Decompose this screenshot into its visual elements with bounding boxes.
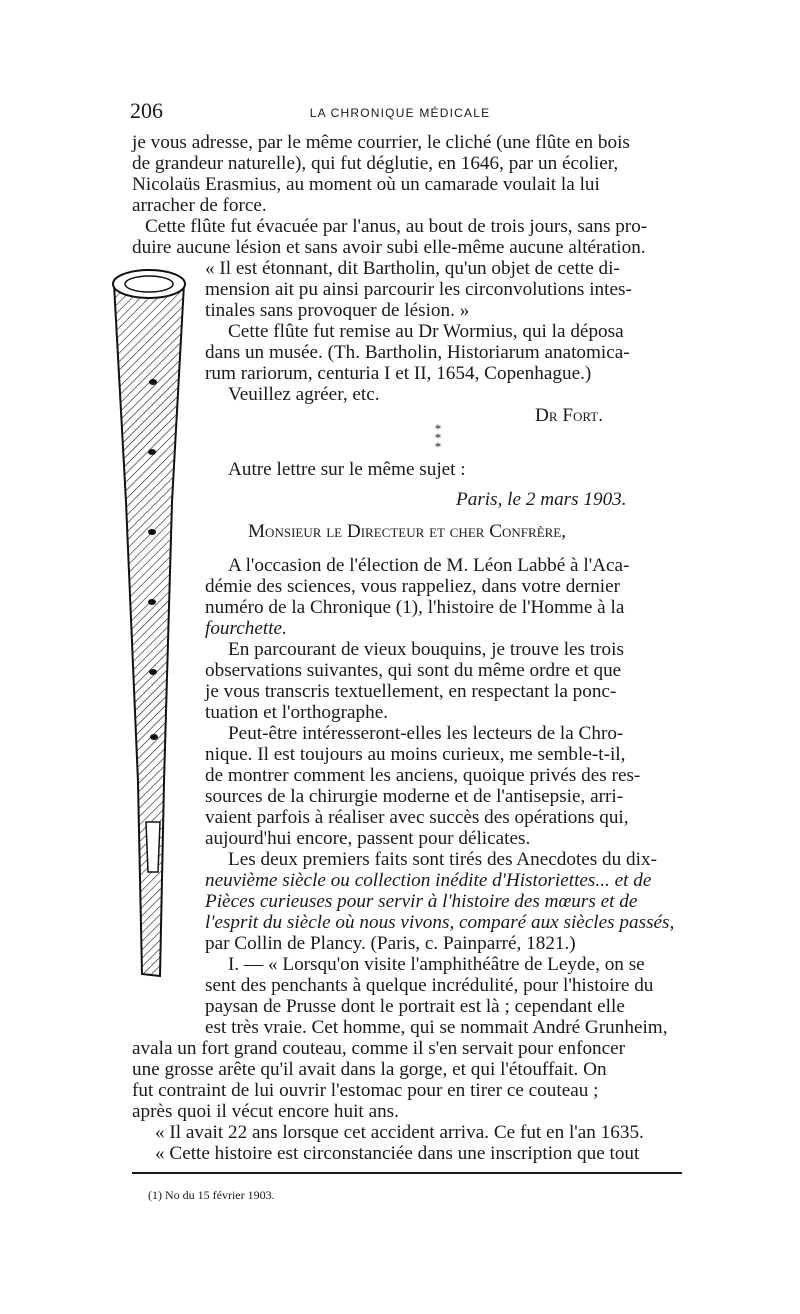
text-line: observations suivantes, qui sont du même ordre et que xyxy=(205,660,622,681)
text-line: « Cette histoire est circonstanciée dans une inscription que tout xyxy=(155,1143,640,1164)
text-line: sources de la chirurgie moderne et de l'antisepsie, arri- xyxy=(205,786,624,807)
salutation: Monsieur le Directeur et cher Confrère, xyxy=(248,521,567,542)
text-line: fourchette. xyxy=(205,618,287,639)
text-line: avala un fort grand couteau, comme il s'en servait pour enfoncer xyxy=(132,1038,626,1059)
text-line: « Il avait 22 ans lorsque cet accident arriva. Ce fut en l'an 1635. xyxy=(155,1122,644,1143)
text-line: par Collin de Plancy. (Paris, c. Painparré, 1821.) xyxy=(205,933,576,954)
text-line: une grosse arête qu'il avait dans la gorge, et qui l'étouffait. On xyxy=(132,1059,607,1080)
text-line: En parcourant de vieux bouquins, je trouve les trois xyxy=(228,639,624,660)
text-line: tuation et l'orthographe. xyxy=(205,702,389,723)
text-line: de grandeur naturelle), qui fut déglutie, en 1646, par un écolier, xyxy=(132,153,619,174)
text-line: rum rariorum, centuria I et II, 1654, Copenhague.) xyxy=(205,363,592,384)
text-line: aujourd'hui encore, passent pour délicates. xyxy=(205,828,531,849)
page-number: 206 xyxy=(130,98,163,123)
text-line: Les deux premiers faits sont tirés des Anecdotes du dix- xyxy=(228,849,657,870)
text-line: Cette flûte fut évacuée par l'anus, au bout de trois jours, sans pro- xyxy=(145,216,648,237)
text-line: démie des sciences, vous rappeliez, dans votre dernier xyxy=(205,576,621,597)
text-line: je vous transcris textuellement, en respectant la ponc- xyxy=(205,681,617,702)
footnote: (1) No du 15 février 1903. xyxy=(148,1188,275,1202)
footnote-rule xyxy=(132,1172,682,1174)
text-line: neuvième siècle ou collection inédite d'Historiettes... et de xyxy=(205,870,652,891)
text-line: dans un musée. (Th. Bartholin, Historiarum anatomica- xyxy=(205,342,630,363)
text-line: Pièces curieuses pour servir à l'histoire des mœurs et de xyxy=(205,891,638,912)
text-line: est très vraie. Cet homme, qui se nommait André Grunheim, xyxy=(205,1017,668,1038)
text-line: vaient parfois à réaliser avec succès des opérations qui, xyxy=(205,807,629,828)
text-line: Nicolaüs Erasmius, au moment où un camarade voulait la lui xyxy=(132,174,600,195)
running-title: LA CHRONIQUE MÉDICALE xyxy=(309,106,491,120)
section-separator: * * * xyxy=(434,421,442,454)
flute-illustration xyxy=(108,262,188,982)
text-line: Cette flûte fut remise au Dr Wormius, qui la déposa xyxy=(228,321,624,342)
text-line: de montrer comment les anciens, quoique privés des res- xyxy=(205,765,641,786)
text-line: après quoi il vécut encore huit ans. xyxy=(132,1101,399,1122)
intro-line: Autre lettre sur le même sujet : xyxy=(228,459,466,480)
text-line: numéro de la Chronique (1), l'histoire de l'Homme à la xyxy=(205,597,625,618)
text-line: mension ait pu ainsi parcourir les circonvolutions intes- xyxy=(205,279,632,300)
text-line: A l'occasion de l'élection de M. Léon Labbé à l'Aca- xyxy=(228,555,630,576)
text-line: I. — « Lorsqu'on visite l'amphithéâtre de Leyde, on se xyxy=(228,954,645,975)
text-line: je vous adresse, par le même courrier, le cliché (une flûte en bois xyxy=(132,132,630,153)
text-line: l'esprit du siècle où nous vivons, comparé aux siècles passés, xyxy=(205,912,675,933)
text-line: Peut-être intéresseront-elles les lecteurs de la Chro- xyxy=(228,723,624,744)
text-line: arracher de force. xyxy=(132,195,267,216)
text-line: sent des penchants à quelque incrédulité, pour l'histoire du xyxy=(205,975,654,996)
dateline: Paris, le 2 mars 1903. xyxy=(456,489,627,510)
text-line: fut contraint de lui ouvrir l'estomac pour en tirer ce couteau ; xyxy=(132,1080,599,1101)
text-line: duire aucune lésion et sans avoir subi elle-même aucune altération. xyxy=(132,237,646,258)
signature: Dr Fort. xyxy=(535,405,604,426)
text-line: nique. Il est toujours au moins curieux, me semble-t-il, xyxy=(205,744,626,765)
text-line: « Il est étonnant, dit Bartholin, qu'un objet de cette di- xyxy=(205,258,620,279)
text-line: paysan de Prusse dont le portrait est là ; cependant elle xyxy=(205,996,625,1017)
text-line: tinales sans provoquer de lésion. » xyxy=(205,300,470,321)
text-line: Veuillez agréer, etc. xyxy=(228,384,380,405)
